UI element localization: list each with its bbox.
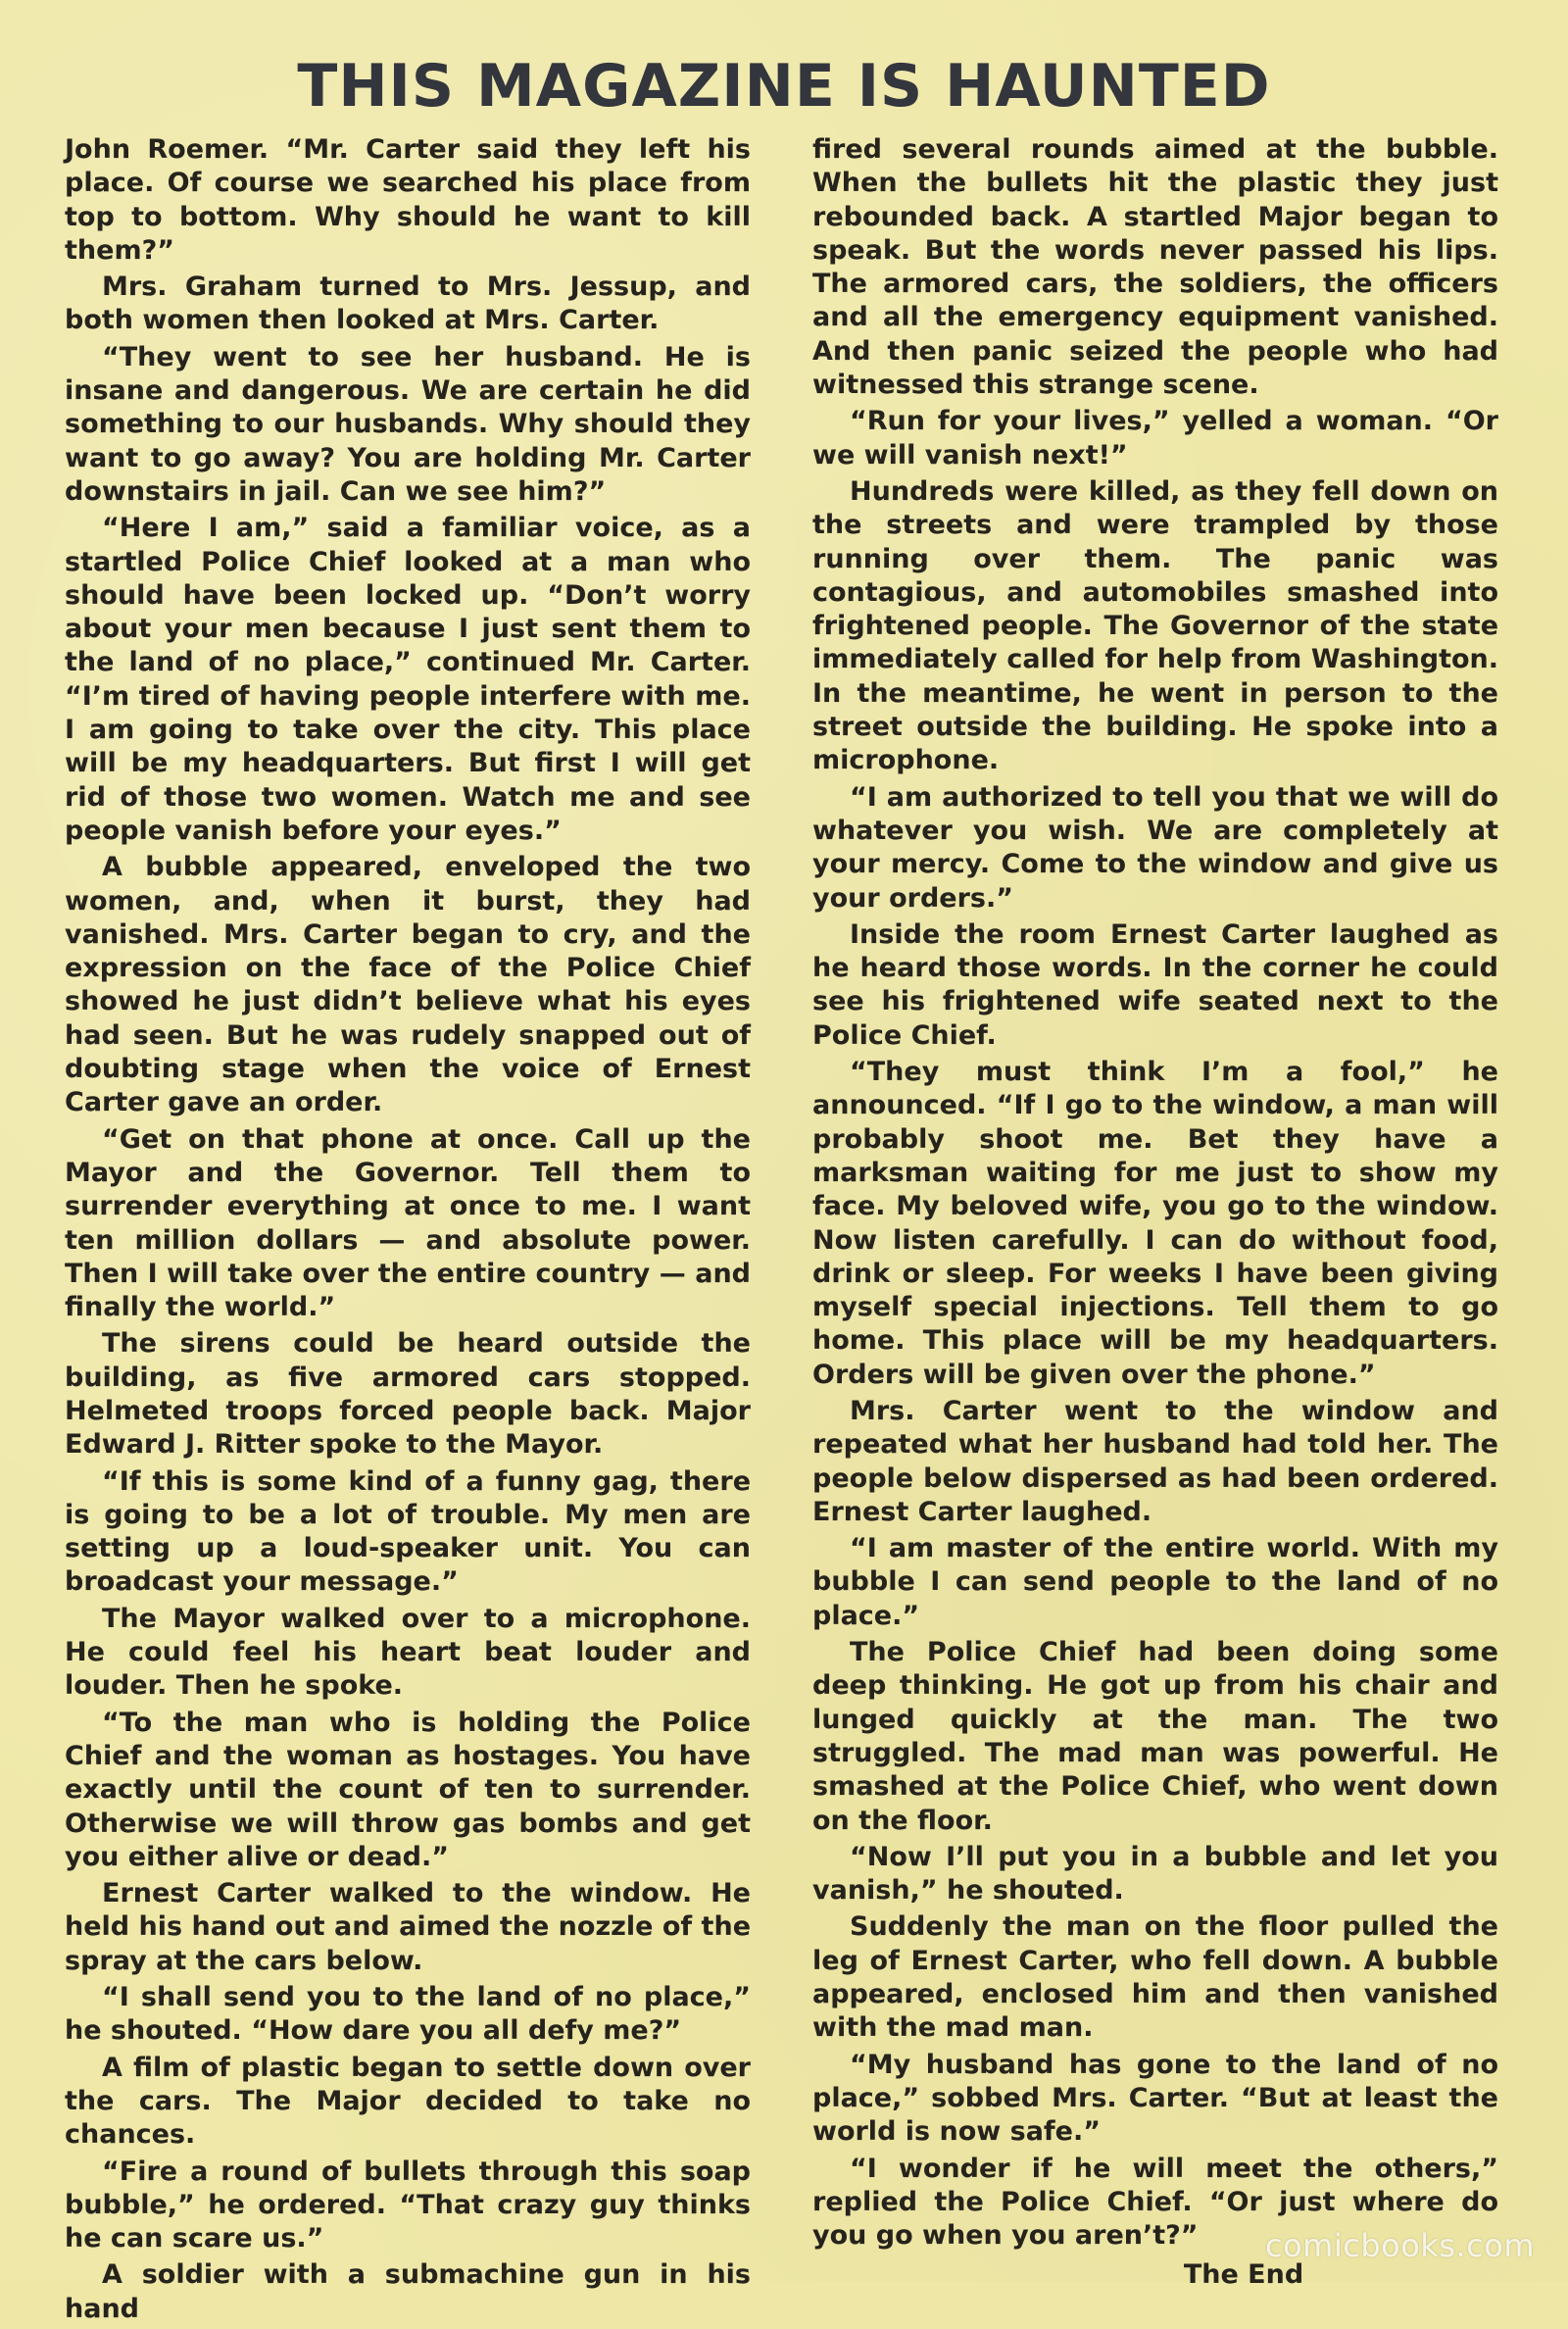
paragraph: “I wonder if he will meet the others,” replied the Police Chief. “Or just where do you go when you aren’t?”: [812, 2153, 1498, 2252]
paragraph: John Roemer. “Mr. Carter said they left his place. Of course we searched his place from top to bottom. Why should he want to kill them?”: [65, 134, 751, 266]
paragraph: “I am authorized to tell you that we will do whatever you wish. We are completely at your mercy. Come to the window and give us your orders.”: [812, 781, 1498, 914]
paragraph: The sirens could be heard outside the building, as five armored cars stopped. Helmeted troops forced people back. Major Edward J. Ritter spoke to the Mayor.: [65, 1328, 751, 1461]
paragraph: “Here I am,” said a familiar voice, as a startled Police Chief looked at a man who should have been locked up. “Don’t worry about your men because I just sent them to the land of no place,” continued Mr. Carter. “I’m tired of having people interfere with me. I am going to take over the city. This place will be my headquarters. But first I will get rid of those two women. Watch me and see people vanish before your eyes.”: [65, 513, 751, 846]
paragraph: Inside the room Ernest Carter laughed as he heard those words. In the corner he could see his frightened wife seated next to the Police Chief.: [812, 918, 1498, 1051]
paragraph: “Now I’ll put you in a bubble and let you vanish,” he shouted.: [812, 1841, 1498, 1907]
paragraph: “I am master of the entire world. With my bubble I can send people to the land of no place.”: [812, 1533, 1498, 1631]
paragraph: A bubble appeared, enveloped the two women, and, when it burst, they had vanished. Mrs. Carter began to cry, and the expression on the face of the Police Chief showed he just didn’t believe what his eyes had seen. But he was rudely snapped out of doubting stage when the voice of Ernest Carter gave an order.: [65, 852, 751, 1118]
paragraph: “If this is some kind of a funny gag, there is going to be a lot of trouble. My men are setting up a loud-speaker unit. You can broadcast your message.”: [65, 1465, 751, 1598]
right-column: [812, 133, 1498, 2296]
masthead-title: THIS MAGAZINE IS HAUNTED: [297, 52, 1271, 121]
paragraph: “Run for your lives,” yelled a woman. “Or we will vanish next!”: [812, 406, 1498, 471]
paragraph: “Get on that phone at once. Call up the Mayor and the Governor. Tell them to surrender everything at once to me. I want ten million dollars — and absolute power. Then I will take over the entire country — and finally the world.”: [65, 1123, 751, 1323]
paragraph: Mrs. Graham turned to Mrs. Jessup, and both women then looked at Mrs. Carter.: [65, 272, 751, 336]
paragraph: The Police Chief had been doing some deep thinking. He got up from his chair and lunged quickly at the man. The two struggled. The mad man was powerful. He smashed at the Police Chief, who went down on the floor.: [812, 1637, 1498, 1836]
paragraph: “They went to see her husband. He is insane and dangerous. We are certain he did something to our husbands. Why should they want to go away? You are holding Mr. Carter downstairs in jail. Can we see him?”: [65, 341, 751, 507]
paragraph: The Mayor walked over to a microphone. He could feel his heart beat louder and louder. Then he spoke.: [65, 1603, 751, 1702]
paragraph: “I shall send you to the land of no place,” he shouted. “How dare you all defy me?”: [65, 1982, 751, 2047]
paragraph: Mrs. Carter went to the window and repeated what her husband had told her. The people below dispersed as had been ordered. Ernest Carter laughed.: [812, 1395, 1498, 1527]
paragraph: “My husband has gone to the land of no place,” sobbed Mrs. Carter. “But at least the world is now safe.”: [812, 2049, 1498, 2148]
the-end-label: The End: [1183, 2259, 1304, 2291]
paragraph: “Fire a round of bullets through this soap bubble,” he ordered. “That crazy guy thinks he can scare us.”: [65, 2156, 751, 2255]
paragraph: fired several rounds aimed at the bubble. When the bullets hit the plastic they just rebounded back. A startled Major began to speak. But the words never passed his lips. The armored cars, the soldiers, the officers and all the emergency equipment vanished. And then panic seized the people who had witnessed this strange scene.: [812, 134, 1498, 401]
paragraph: “They must think I’m a fool,” he announced. “If I go to the window, a man will probably shoot me. Bet they have a marksman waiting for me just to show my face. My beloved wife, you go to the window. Now listen carefully. I can do without food, drink or sleep. For weeks I have been giving myself special injections. Tell them to go home. This place will be my headquarters. Orders will be given over the phone.”: [812, 1057, 1498, 1390]
watermark: comicbooks.com: [1264, 2227, 1535, 2264]
paragraph: Suddenly the man on the floor pulled the leg of Ernest Carter, who fell down. A bubble appeared, enclosed him and then vanished with the mad man.: [812, 1911, 1498, 2044]
paragraph: “To the man who is holding the Police Chief and the woman as hostages. You have exactly until the count of ten to surrender. Otherwise we will throw gas bombs and get you either alive or dead.”: [65, 1707, 751, 1872]
paragraph: Ernest Carter walked to the window. He held his hand out and aimed the nozzle of the spray at the cars below.: [65, 1878, 751, 1976]
paragraph: A film of plastic began to settle down over the cars. The Major decided to take no chances.: [65, 2052, 751, 2151]
paragraph: A soldier with a submachine gun in his hand: [65, 2259, 751, 2324]
left-column: [65, 133, 751, 2329]
paragraph: Hundreds were killed, as they fell down on the streets and were trampled by those running over them. The panic was contagious, and automobiles smashed into frightened people. The Governor of the state immediately called for help from Washington. In the meantime, he went in person to the street outside the building. He spoke into a microphone.: [812, 475, 1498, 776]
